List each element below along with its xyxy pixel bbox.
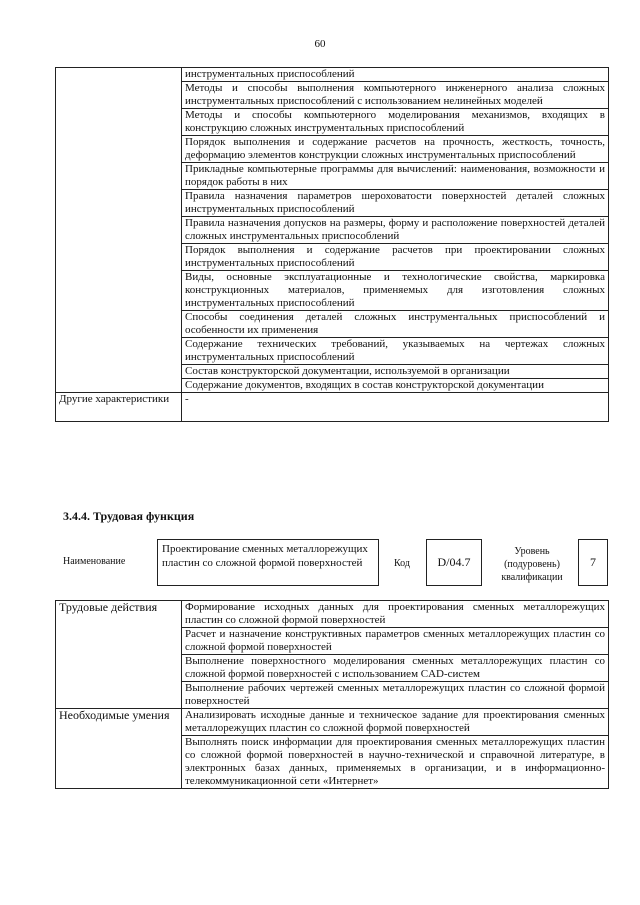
- knowledge-item: Способы соединения деталей сложных инструментальных приспособлений и особенности их применения: [182, 311, 609, 338]
- page-number: 60: [314, 38, 326, 50]
- table-row: [56, 393, 609, 422]
- function-code: D/04.7: [426, 539, 482, 586]
- required-skills-label: Необходимые умения: [56, 709, 182, 789]
- knowledge-item: Состав конструкторской документации, используемой в организации: [182, 365, 609, 379]
- knowledge-item: инструментальных приспособлений: [182, 68, 609, 82]
- knowledge-item: Содержание технических требований, указываемых на чертежах сложных инструментальных приспособлений: [182, 338, 609, 365]
- other-characteristics-value: -: [182, 393, 609, 422]
- knowledge-item: Правила назначения допусков на размеры, форму и расположение поверхностей деталей сложных инструментальных приспособлений: [182, 217, 609, 244]
- table-row: [56, 601, 609, 628]
- level-label: Уровень (подуровень) квалификации: [501, 546, 563, 583]
- table-row: [56, 68, 609, 82]
- section-title: 3.4.4. Трудовая функция: [63, 509, 195, 523]
- labor-action-item: Расчет и назначение конструктивных параметров сменных металлорежущих пластин со сложной формой поверхностей: [182, 628, 609, 655]
- qualification-level: 7: [578, 539, 608, 586]
- skill-item: Анализировать исходные данные и техническое задание для проектирования сменных металлорежущих пластин со сложной формой поверхностей: [182, 709, 609, 736]
- labor-actions-label: Трудовые действия: [56, 601, 182, 709]
- other-characteristics-label: Другие характеристики: [56, 393, 182, 422]
- knowledge-item: Методы и способы выполнения компьютерного инженерного анализа сложных инструментальных приспособлений с использованием нелинейных моделей: [182, 82, 609, 109]
- labor-function-table: [55, 600, 609, 789]
- labor-action-item: Выполнение рабочих чертежей сменных металлорежущих пластин со сложной формой поверхностей: [182, 682, 609, 709]
- code-label: Код: [394, 558, 410, 569]
- label-cell: [56, 68, 182, 393]
- labor-action-item: Выполнение поверхностного моделирования сменных металлорежущих пластин со сложной формой поверхностей с использованием CAD-систем: [182, 655, 609, 682]
- name-label: Наименование: [63, 556, 126, 567]
- knowledge-item: Прикладные компьютерные программы для вычислений: наименования, возможности и порядок работы в них: [182, 163, 609, 190]
- knowledge-table: [55, 67, 609, 422]
- labor-action-item: Формирование исходных данных для проектирования сменных металлорежущих пластин со сложной формой поверхностей: [182, 601, 609, 628]
- function-name: Проектирование сменных металлорежущих пластин со сложной формой поверхностей: [157, 539, 379, 586]
- table-row: [56, 709, 609, 736]
- skill-item: Выполнять поиск информации для проектирования сменных металлорежущих пластин со сложной формой поверхностей в научно-технической и справочной литературе, в электронных базах данных, применяемых в организации, и в информационно-телекоммуникационной сети «Интернет»: [182, 736, 609, 789]
- knowledge-item: Порядок выполнения и содержание расчетов при проектировании сложных инструментальных приспособлений: [182, 244, 609, 271]
- knowledge-item: Содержание документов, входящих в состав конструкторской документации: [182, 379, 609, 393]
- knowledge-item: Правила назначения параметров шероховатости поверхностей деталей сложных инструментальных приспособлений: [182, 190, 609, 217]
- knowledge-item: Виды, основные эксплуатационные и технологические свойства, маркировка конструкционных материалов, применяемых для изготовления сложных инструментальных приспособлений: [182, 271, 609, 311]
- knowledge-item: Порядок выполнения и содержание расчетов на прочность, жесткость, точность, деформацию элементов конструкции сложных инструментальных приспособлений: [182, 136, 609, 163]
- knowledge-item: Методы и способы компьютерного моделирования механизмов, входящих в конструкцию сложных инструментальных приспособлений: [182, 109, 609, 136]
